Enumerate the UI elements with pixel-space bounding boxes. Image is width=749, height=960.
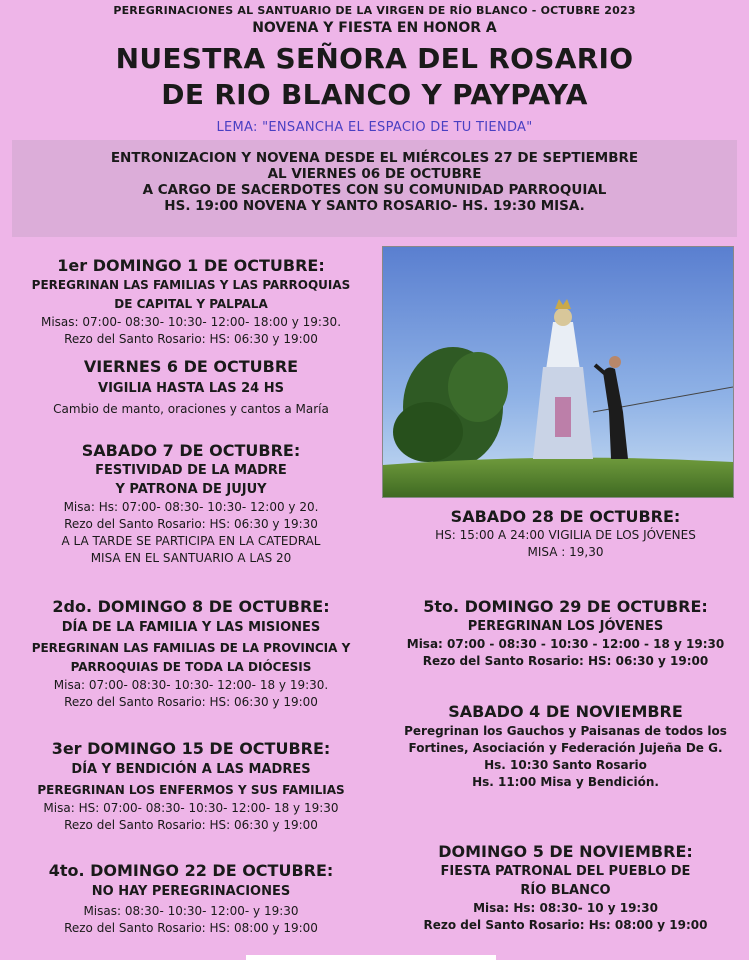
event-oct-6: [0, 357, 382, 418]
event-title: 4to. DOMINGO 22 DE OCTUBRE:: [48, 861, 334, 880]
motto: LEMA: "ENSANCHA EL ESPACIO DE TU TIENDA": [216, 120, 533, 135]
event-subtitle: PEREGRINAN LAS FAMILIAS DE LA PROVINCIA Y: [31, 641, 351, 655]
event-oct-1: [0, 256, 382, 348]
event-rosary: Rezo del Santo Rosario: Hs: 08:00 y 19:00: [423, 918, 708, 932]
intro-line: ENTRONIZACION Y NOVENA DESDE EL MIÉRCOLES 27 DE SEPTIEMBRE: [110, 150, 639, 166]
event-title: SABADO 7 DE OCTUBRE:: [81, 441, 301, 460]
event-rosary: Rezo del Santo Rosario: HS: 08:00 y 19:00: [64, 921, 318, 935]
photo-illustration: [383, 247, 733, 497]
pilgrimage-line: PEREGRINACIONES AL SANTUARIO DE LA VIRGEN DE RÍO BLANCO - OCTUBRE 2023: [113, 4, 636, 17]
event-oct-7: [0, 441, 382, 567]
intro-line: A CARGO DE SACERDOTES CON SU COMUNIDAD PARROQUIAL: [142, 182, 607, 198]
event-title: VIERNES 6 DE OCTUBRE: [83, 357, 299, 376]
event-subtitle: FIESTA PATRONAL DEL PUEBLO DE: [440, 864, 691, 879]
event-masses: Misa: 07:00 - 08:30 - 10:30 - 12:00 - 18 y 19:30: [406, 637, 725, 651]
event-rosary: Rezo del Santo Rosario: HS: 06:30 y 19:00: [64, 818, 318, 832]
event-subtitle: PEREGRINAN LOS JÓVENES: [467, 619, 664, 634]
event-subtitle: PARROQUIAS DE TODA LA DIÓCESIS: [70, 660, 312, 674]
event-rosary: Rezo del Santo Rosario: HS: 06:30 y 19:30: [64, 517, 318, 531]
event-rosary: Rezo del Santo Rosario: HS: 06:30 y 19:00: [422, 654, 709, 668]
event-masses: Misa: Hs: 08:30- 10 y 19:30: [473, 901, 658, 915]
event-subtitle: FESTIVIDAD DE LA MADRE: [95, 463, 287, 478]
page-title-line1: NUESTRA SEÑORA DEL ROSARIO: [115, 42, 634, 75]
event-title: 5to. DOMINGO 29 DE OCTUBRE:: [423, 597, 708, 616]
page-title-line2: DE RIO BLANCO Y PAYPAYA: [161, 78, 588, 111]
event-oct-15: [0, 739, 382, 834]
event-oct-8: [0, 597, 382, 711]
event-oct-28: [382, 507, 749, 561]
event-subtitle: DÍA Y BENDICIÓN A LAS MADRES: [71, 762, 311, 777]
event-subtitle: DÍA DE LA FAMILIA Y LAS MISIONES: [61, 620, 321, 635]
event-text: Hs. 11:00 Misa y Bendición.: [472, 775, 659, 789]
event-text: Peregrinan los Gauchos y Paisanas de todos los: [404, 724, 727, 738]
event-nov-4: [382, 701, 749, 791]
event-oct-22: [0, 861, 382, 937]
novena-line: NOVENA Y FIESTA EN HONOR A: [252, 20, 497, 36]
event-text: Hs. 10:30 Santo Rosario: [484, 758, 647, 772]
event-title: SABADO 28 DE OCTUBRE:: [450, 507, 681, 526]
virgin-statue-photo: [382, 246, 734, 498]
event-subtitle: DE CAPITAL Y PALPALA: [114, 297, 268, 311]
bottom-bar: [246, 955, 496, 960]
event-subtitle: NO HAY PEREGRINACIONES: [91, 884, 291, 899]
event-text: MISA : 19,30: [527, 545, 604, 559]
event-subtitle: RÍO BLANCO: [520, 883, 611, 898]
event-masses: Misa: Hs: 07:00- 08:30- 10:30- 12:00 y 20.: [63, 500, 319, 514]
event-masses: Misas: 07:00- 08:30- 10:30- 12:00- 18:00 y 19:30.: [40, 315, 342, 329]
event-rosary: Rezo del Santo Rosario: HS: 06:30 y 19:00: [64, 695, 318, 709]
event-masses: Misa: 07:00- 08:30- 10:30- 12:00- 18 y 19:30.: [53, 678, 329, 692]
intro-line: AL VIERNES 06 DE OCTUBRE: [267, 166, 482, 182]
event-note: MISA EN EL SANTUARIO A LAS 20: [90, 551, 292, 565]
intro-text: [0, 150, 749, 214]
event-title: 1er DOMINGO 1 DE OCTUBRE:: [57, 256, 325, 275]
event-subtitle: Y PATRONA DE JUJUY: [115, 482, 267, 497]
event-oct-29: [382, 597, 749, 670]
event-text: HS: 15:00 A 24:00 VIGILIA DE LOS JÓVENES: [435, 528, 696, 542]
event-subtitle: PEREGRINAN LAS FAMILIAS Y LAS PARROQUIAS: [31, 278, 351, 292]
event-subtitle: VIGILIA HASTA LAS 24 HS: [98, 381, 284, 396]
event-title: 2do. DOMINGO 8 DE OCTUBRE:: [52, 597, 330, 616]
event-title: DOMINGO 5 DE NOVIEMBRE:: [438, 842, 693, 861]
event-title: SABADO 4 DE NOVIEMBRE: [448, 702, 683, 721]
event-masses: Misas: 08:30- 10:30- 12:00- y 19:30: [83, 904, 299, 918]
event-rosary: Rezo del Santo Rosario: HS: 06:30 y 19:00: [64, 332, 318, 346]
intro-line: HS. 19:00 NOVENA Y SANTO ROSARIO- HS. 19:30 MISA.: [164, 198, 585, 214]
event-subtitle: PEREGRINAN LOS ENFERMOS Y SUS FAMILIAS: [37, 783, 345, 797]
event-text: Fortines, Asociación y Federación Jujeña De G.: [408, 741, 723, 755]
event-text: Cambio de manto, oraciones y cantos a María: [53, 402, 329, 416]
event-note: A LA TARDE SE PARTICIPA EN LA CATEDRAL: [61, 534, 321, 548]
event-title: 3er DOMINGO 15 DE OCTUBRE:: [51, 739, 331, 758]
event-nov-5: [382, 842, 749, 934]
event-masses: Misa: HS: 07:00- 08:30- 10:30- 12:00- 18 y 19:30: [43, 801, 339, 815]
